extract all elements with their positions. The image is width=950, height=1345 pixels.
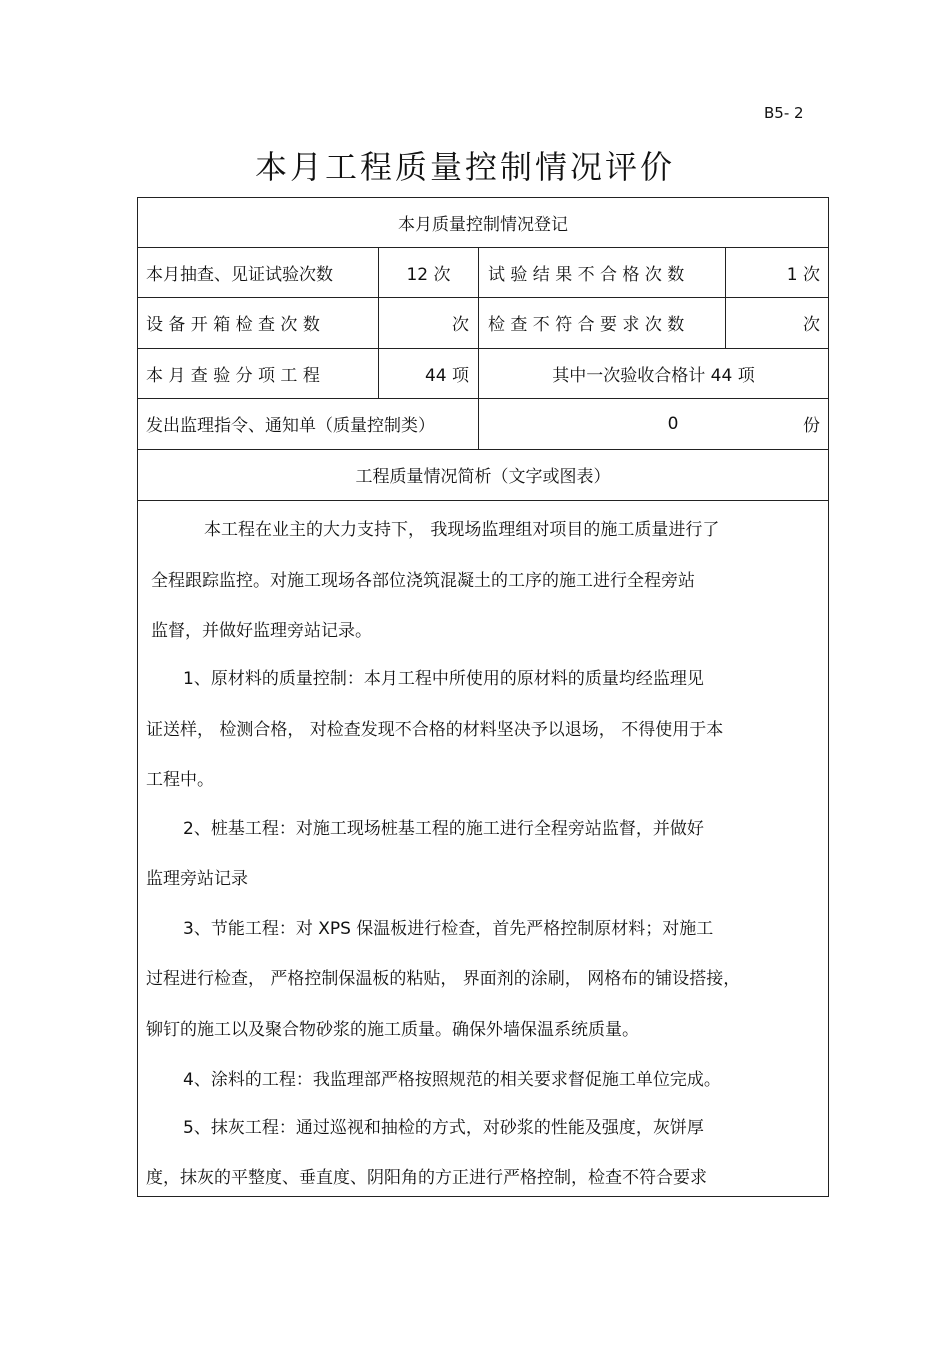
- failed-test-count-label: 试 验 结 果 不 合 格 次 数: [488, 264, 685, 285]
- analysis-line: 铆钉的施工以及聚合物砂浆的施工质量。确保外墙保温系统质量。: [146, 1020, 639, 1040]
- failed-test-count-value: 1 次: [786, 264, 820, 285]
- page-title: 本月工程质量控制情况评价: [254, 148, 675, 186]
- analysis-line: 5、抹灰工程：通过巡视和抽检的方式，对砂浆的性能及强度，灰饼厚: [183, 1118, 704, 1138]
- inspected-items-label: 本 月 查 验 分 项 工 程: [146, 365, 320, 386]
- quality-table: [137, 197, 829, 1197]
- instructions-issued-value: 0: [667, 413, 679, 434]
- analysis-line: 过程进行检查， 严格控制保温板的粘贴， 界面剂的涂刷， 网格布的铺设搭接，: [146, 969, 741, 989]
- analysis-line: 2、桩基工程：对施工现场桩基工程的施工进行全程旁站监督，并做好: [183, 819, 704, 839]
- instructions-issued-label: 发出监理指令、通知单（质量控制类）: [146, 416, 435, 436]
- nonconforming-check-count-value: 次: [803, 315, 820, 335]
- analysis-line: 4、涂料的工程：我监理部严格按照规范的相关要求督促施工单位完成。: [183, 1070, 721, 1090]
- sample-test-count-label: 本月抽查、见证试验次数: [146, 264, 333, 285]
- equipment-check-count-label: 设 备 开 箱 检 查 次 数: [146, 315, 320, 335]
- equipment-check-count-value: 次: [452, 315, 469, 335]
- analysis-line: 全程跟踪监控。对施工现场各部位浇筑混凝土的工序的施工进行全程旁站: [151, 571, 695, 591]
- analysis-line: 度，抹灰的平整度、垂直度、阴阳角的方正进行严格控制，检查不符合要求: [146, 1168, 707, 1188]
- first-pass-items: 其中一次验收合格计 44 项: [552, 365, 755, 386]
- registration-header: 本月质量控制情况登记: [398, 215, 568, 235]
- analysis-line: 监督，并做好监理旁站记录。: [151, 621, 372, 641]
- instructions-issued-unit: 份: [803, 416, 820, 436]
- row-divider: [138, 500, 828, 501]
- analysis-line: 工程中。: [146, 770, 214, 790]
- inspected-items-value: 44 项: [424, 365, 469, 386]
- sample-test-count-value: 12 次: [406, 264, 451, 285]
- analysis-line: 本工程在业主的大力支持下， 我现场监理组对项目的施工质量进行了: [204, 520, 720, 540]
- form-code: B5- 2: [764, 104, 804, 122]
- analysis-header: 工程质量情况简析（文字或图表）: [355, 467, 611, 487]
- nonconforming-check-count-label: 检 查 不 符 合 要 求 次 数: [488, 315, 685, 335]
- analysis-line: 监理旁站记录: [146, 869, 248, 889]
- analysis-line: 1、原材料的质量控制：本月工程中所使用的原材料的质量均经监理见: [183, 669, 704, 689]
- analysis-line: 3、节能工程：对 XPS 保温板进行检查，首先严格控制原材料；对施工: [183, 919, 714, 939]
- analysis-line: 证送样， 检测合格， 对检查发现不合格的材料坚决予以退场， 不得使用于本: [146, 720, 724, 740]
